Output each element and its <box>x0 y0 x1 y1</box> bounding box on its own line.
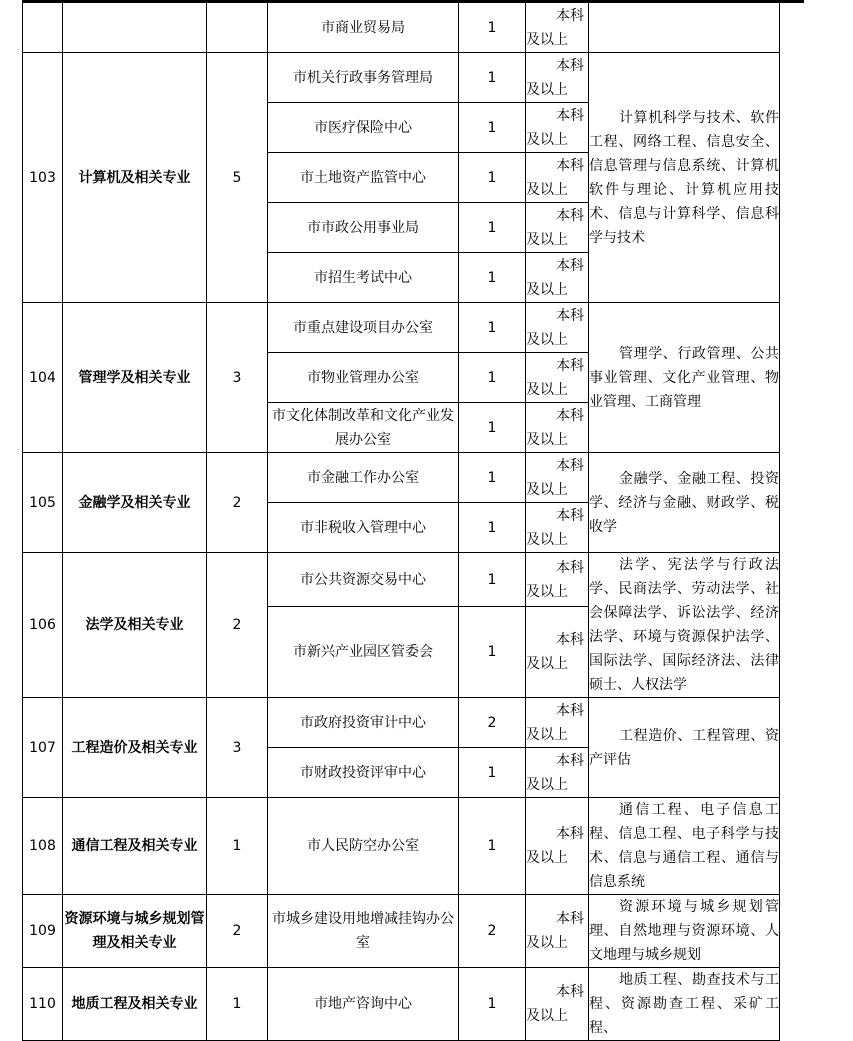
quota-cell: 1 <box>459 453 526 503</box>
table-row <box>23 303 780 353</box>
major-cell: 通信工程、电子信息工程、信息工程、电子科学与技术、信息与通信工程、通信与信息系统 <box>589 798 780 895</box>
unit-cell: 市文化体制改革和文化产业发展办公室 <box>268 403 459 453</box>
unit-cell: 市重点建设项目办公室 <box>268 303 459 353</box>
education-cell: 本科 及以上 <box>526 968 589 1041</box>
quota-cell: 1 <box>459 798 526 895</box>
table-row <box>23 53 780 103</box>
education-cell: 本科 及以上 <box>526 153 589 203</box>
unit-cell: 市新兴产业园区管委会 <box>268 607 459 698</box>
quota-cell: 1 <box>459 53 526 103</box>
major-cell: 法学、宪法学与行政法学、民商法学、劳动法学、社会保障法学、诉讼法学、经济法学、环境与资源保护法学、国际法学、国际经济法、法律硕士、人权法学 <box>589 553 780 698</box>
unit-cell: 市公共资源交易中心 <box>268 553 459 607</box>
quota-cell: 1 <box>459 607 526 698</box>
education-cell: 本科 及以上 <box>526 403 589 453</box>
quota-cell: 2 <box>459 698 526 748</box>
education-cell: 本科 及以上 <box>526 607 589 698</box>
category-cell: 资源环境与城乡规划管理及相关专业 <box>63 895 207 968</box>
unit-cell: 市财政投资评审中心 <box>268 748 459 798</box>
category-cell: 管理学及相关专业 <box>63 303 207 453</box>
id-cell <box>23 3 63 53</box>
quota-cell: 2 <box>459 895 526 968</box>
major-cell <box>589 3 780 53</box>
unit-cell: 市土地资产监管中心 <box>268 153 459 203</box>
unit-cell: 市招生考试中心 <box>268 253 459 303</box>
unit-cell: 市政府投资审计中心 <box>268 698 459 748</box>
category-cell: 通信工程及相关专业 <box>63 798 207 895</box>
education-cell: 本科 及以上 <box>526 303 589 353</box>
education-cell: 本科 及以上 <box>526 103 589 153</box>
quota-cell: 1 <box>459 253 526 303</box>
table-row <box>23 453 780 503</box>
table-row <box>23 698 780 748</box>
count-cell: 3 <box>207 698 268 798</box>
id-cell: 110 <box>23 968 63 1041</box>
major-cell: 资源环境与城乡规划管理、自然地理与资源环境、人文地理与城乡规划 <box>589 895 780 968</box>
education-cell: 本科 及以上 <box>526 353 589 403</box>
education-cell: 本科 及以上 <box>526 253 589 303</box>
count-cell: 1 <box>207 798 268 895</box>
id-cell: 105 <box>23 453 63 553</box>
unit-cell: 市物业管理办公室 <box>268 353 459 403</box>
id-cell: 109 <box>23 895 63 968</box>
table-row <box>23 553 780 607</box>
count-cell: 1 <box>207 968 268 1041</box>
table-row <box>23 798 780 895</box>
table-row <box>23 968 780 1041</box>
id-cell: 106 <box>23 553 63 698</box>
unit-cell: 市市政公用事业局 <box>268 203 459 253</box>
quota-cell: 1 <box>459 153 526 203</box>
education-cell: 本科 及以上 <box>526 895 589 968</box>
id-cell: 108 <box>23 798 63 895</box>
category-cell: 金融学及相关专业 <box>63 453 207 553</box>
quota-cell: 1 <box>459 3 526 53</box>
education-cell: 本科 及以上 <box>526 798 589 895</box>
id-cell: 103 <box>23 53 63 303</box>
quota-cell: 1 <box>459 503 526 553</box>
major-cell: 金融学、金融工程、投资学、经济与金融、财政学、税收学 <box>589 453 780 553</box>
category-cell: 法学及相关专业 <box>63 553 207 698</box>
quota-cell: 1 <box>459 103 526 153</box>
quota-cell: 1 <box>459 303 526 353</box>
major-cell: 管理学、行政管理、公共事业管理、文化产业管理、物业管理、工商管理 <box>589 303 780 453</box>
category-cell: 计算机及相关专业 <box>63 53 207 303</box>
unit-cell: 市医疗保险中心 <box>268 103 459 153</box>
id-cell: 104 <box>23 303 63 453</box>
unit-cell: 市非税收入管理中心 <box>268 503 459 553</box>
category-cell <box>63 3 207 53</box>
count-cell: 2 <box>207 553 268 698</box>
education-cell: 本科 及以上 <box>526 553 589 607</box>
count-cell <box>207 3 268 53</box>
major-cell: 计算机科学与技术、软件工程、网络工程、信息安全、信息管理与信息系统、计算机软件与理论、计算机应用技术、信息与计算科学、信息科学与技术 <box>589 53 780 303</box>
unit-cell: 市机关行政事务管理局 <box>268 53 459 103</box>
education-cell: 本科 及以上 <box>526 748 589 798</box>
education-cell: 本科 及以上 <box>526 698 589 748</box>
category-cell: 地质工程及相关专业 <box>63 968 207 1041</box>
count-cell: 2 <box>207 895 268 968</box>
quota-cell: 1 <box>459 553 526 607</box>
quota-cell: 1 <box>459 403 526 453</box>
unit-cell: 市城乡建设用地增减挂钩办公室 <box>268 895 459 968</box>
quota-cell: 1 <box>459 968 526 1041</box>
education-cell: 本科 及以上 <box>526 3 589 53</box>
unit-cell: 市金融工作办公室 <box>268 453 459 503</box>
recruitment-table <box>22 2 780 1041</box>
count-cell: 5 <box>207 53 268 303</box>
category-cell: 工程造价及相关专业 <box>63 698 207 798</box>
quota-cell: 1 <box>459 203 526 253</box>
count-cell: 2 <box>207 453 268 553</box>
unit-cell: 市人民防空办公室 <box>268 798 459 895</box>
table-row <box>23 3 780 53</box>
major-cell: 地质工程、勘查技术与工程、资源勘查工程、采矿工程、 <box>589 968 780 1041</box>
unit-cell: 市地产咨询中心 <box>268 968 459 1041</box>
education-cell: 本科 及以上 <box>526 203 589 253</box>
id-cell: 107 <box>23 698 63 798</box>
table-row <box>23 895 780 968</box>
unit-cell: 市商业贸易局 <box>268 3 459 53</box>
count-cell: 3 <box>207 303 268 453</box>
education-cell: 本科 及以上 <box>526 53 589 103</box>
major-cell: 工程造价、工程管理、资产评估 <box>589 698 780 798</box>
education-cell: 本科 及以上 <box>526 453 589 503</box>
quota-cell: 1 <box>459 748 526 798</box>
education-cell: 本科 及以上 <box>526 503 589 553</box>
quota-cell: 1 <box>459 353 526 403</box>
